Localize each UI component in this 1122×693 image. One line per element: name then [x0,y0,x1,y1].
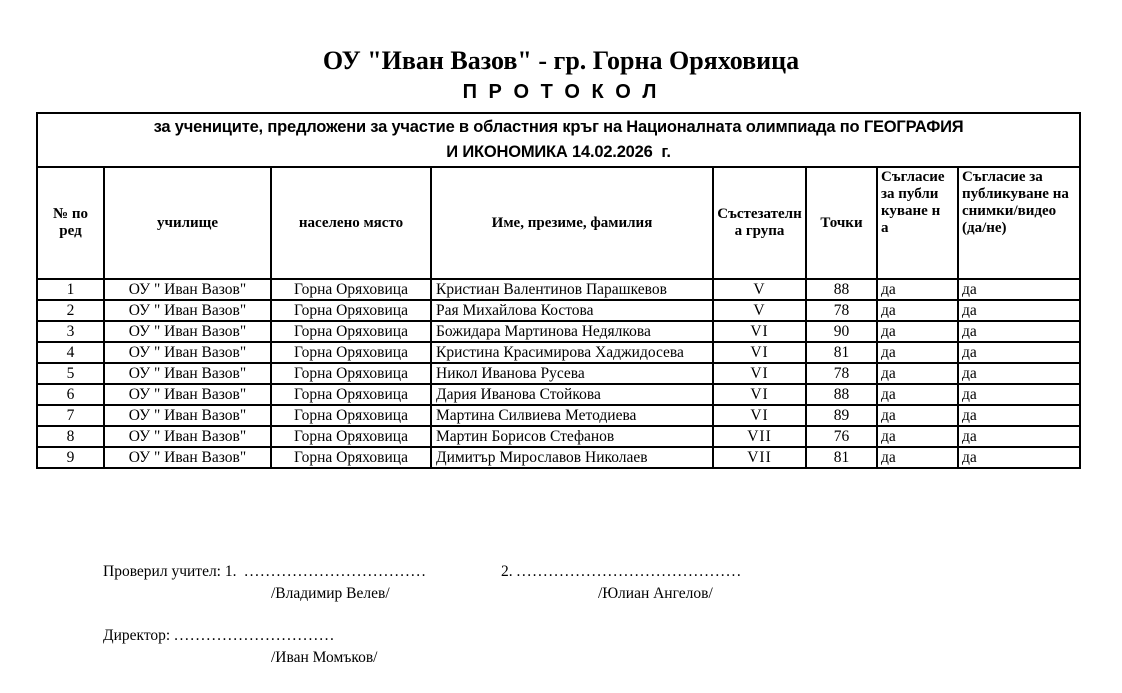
table-cell: Кристина Красимирова Хаджидосева [431,342,713,363]
table-cell: Никол Иванова Русева [431,363,713,384]
table-cell: 9 [37,447,104,468]
table-cell: 7 [37,405,104,426]
table-cell: Божидара Мартинова Недялкова [431,321,713,342]
table-cell: да [958,447,1080,468]
table-row [37,279,1080,300]
table-cell: Горна Оряховица [271,405,431,426]
table-cell: Мартин Борисов Стефанов [431,426,713,447]
table-header-row [37,167,1080,279]
table-cell: VI [713,384,806,405]
table-cell: Горна Оряховица [271,384,431,405]
table-cell: да [877,300,958,321]
table-cell: 3 [37,321,104,342]
table-cell: да [958,321,1080,342]
table-cell: VI [713,342,806,363]
table-cell: 4 [37,342,104,363]
table-cell: 1 [37,279,104,300]
table-cell: VII [713,426,806,447]
table-caption-row [37,113,1080,167]
table-cell: да [877,342,958,363]
director-name: /Иван Момъков/ [271,649,378,666]
signature-dots-1: .................................. [244,563,427,580]
table-cell: 81 [806,447,877,468]
col-header-points: Точки [806,167,877,279]
table-row [37,300,1080,321]
table-cell: VI [713,363,806,384]
caption-line-1: за учениците, предложени за участие в областния кръг на Националната олимпиада по ГЕОГРАФИЯ [153,118,964,137]
checked-by-line-1 [103,563,427,581]
table-cell: 89 [806,405,877,426]
table-cell: да [877,405,958,426]
table-cell: да [877,363,958,384]
col-header-group: Състезателна група [713,167,806,279]
table-cell: 6 [37,384,104,405]
col-header-settlement: населено място [271,167,431,279]
table-cell: Горна Оряховица [271,279,431,300]
director-line [103,627,335,645]
signature-dots-3: .............................. [174,627,336,644]
table-cell: 5 [37,363,104,384]
teacher-1-name: /Владимир Велев/ [271,585,390,602]
table-cell: Горна Оряховица [271,426,431,447]
table-cell: Рая Михайлова Костова [431,300,713,321]
document-title: ОУ "Иван Вазов" - гр. Горна Оряховица [322,46,800,75]
table-cell: 2 [37,300,104,321]
table-cell: ОУ " Иван Вазов" [104,384,271,405]
table-row [37,447,1080,468]
checked-by-label: Проверил учител: 1. [103,563,237,580]
table-row [37,384,1080,405]
table-cell: Горна Оряховица [271,363,431,384]
table-cell: да [958,300,1080,321]
checked-by-line-2 [501,563,742,581]
table-cell: 81 [806,342,877,363]
table-cell: да [958,363,1080,384]
table-row [37,405,1080,426]
table-cell: да [877,321,958,342]
table-cell: 90 [806,321,877,342]
signature-dots-2: .......................................... [516,563,743,580]
table-cell: Кристиан Валентинов Парашкевов [431,279,713,300]
table-cell: Горна Оряховица [271,342,431,363]
table-cell: V [713,300,806,321]
table-cell: Димитър Мирославов Николаев [431,447,713,468]
col-header-name: Име, презиме, фамилия [431,167,713,279]
col-header-row-number: № по ред [37,167,104,279]
table-cell: VI [713,405,806,426]
table-cell: 78 [806,300,877,321]
table-cell: да [958,384,1080,405]
table-cell: ОУ " Иван Вазов" [104,342,271,363]
table-cell: да [877,384,958,405]
teacher-2-name: /Юлиан Ангелов/ [598,585,713,602]
table-cell: 78 [806,363,877,384]
table-cell: да [877,426,958,447]
table-cell: 88 [806,279,877,300]
table-cell: 8 [37,426,104,447]
table-cell: ОУ " Иван Вазов" [104,426,271,447]
table-cell: да [958,342,1080,363]
table-body [37,279,1080,468]
table-cell: V [713,279,806,300]
table-cell: Мартина Силвиева Методиева [431,405,713,426]
col-header-media-consent: Съгласие за публикуване на снимки/видео (да/не) [958,167,1080,279]
table-cell: VI [713,321,806,342]
document-subtitle: П Р О Т О К О Л [462,81,660,103]
students-table [36,112,1081,469]
table-cell: да [958,405,1080,426]
checked-by-num-2: 2. [501,563,513,580]
table-cell: ОУ " Иван Вазов" [104,321,271,342]
table-cell: да [958,426,1080,447]
table-row [37,426,1080,447]
director-label: Директор: [103,627,171,644]
table-cell: да [958,279,1080,300]
col-header-publish-consent: Съгласие за публикуване на [877,167,958,279]
table-cell: 76 [806,426,877,447]
table-cell: Горна Оряховица [271,447,431,468]
table-cell: да [877,279,958,300]
table-caption-band [37,113,1080,167]
table-cell: 88 [806,384,877,405]
col-header-school: училище [104,167,271,279]
table-cell: ОУ " Иван Вазов" [104,405,271,426]
table-cell: Дария Иванова Стойкова [431,384,713,405]
table-cell: ОУ " Иван Вазов" [104,363,271,384]
table-cell: Горна Оряховица [271,300,431,321]
table-cell: да [877,447,958,468]
table-cell: ОУ " Иван Вазов" [104,300,271,321]
table-cell: VII [713,447,806,468]
table-cell: Горна Оряховица [271,321,431,342]
caption-line-2: И ИКОНОМИКА 14.02.2026 г. [446,143,671,161]
table-row [37,363,1080,384]
table-row [37,342,1080,363]
table-cell: ОУ " Иван Вазов" [104,279,271,300]
table-row [37,321,1080,342]
table-cell: ОУ " Иван Вазов" [104,447,271,468]
